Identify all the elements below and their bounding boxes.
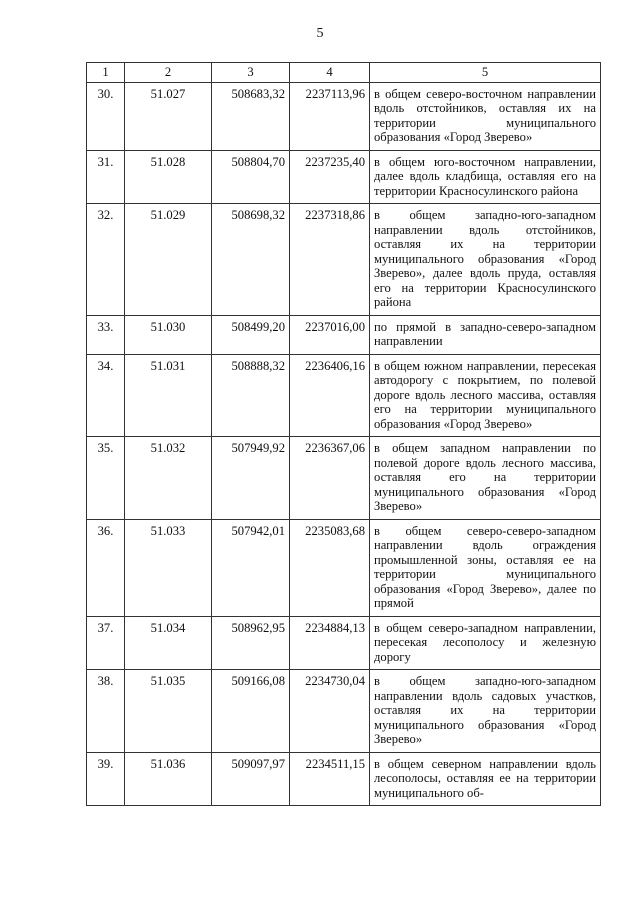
coordinate-x: 508499,20 <box>212 315 290 354</box>
table-row <box>87 437 601 520</box>
table-row <box>87 82 601 150</box>
boundary-description: в общем западно-юго-западном направлении вдоль отстойников, оставляя их на территории муниципального образования «Город Зверево», далее вдоль пруда, оставляя его на территории Красносулинского района <box>370 204 601 316</box>
coordinate-y: 2237235,40 <box>290 150 370 204</box>
coordinate-x: 508683,32 <box>212 82 290 150</box>
row-number: 38. <box>87 670 125 753</box>
table-row <box>87 354 601 437</box>
table-row <box>87 204 601 316</box>
point-code: 51.034 <box>125 616 212 670</box>
point-code: 51.035 <box>125 670 212 753</box>
boundary-description: в общем западном направлении по полевой дороге вдоль лесного массива, оставляя его на территории муниципального образования «Город Зверево» <box>370 437 601 520</box>
coordinate-x: 508962,95 <box>212 616 290 670</box>
row-number: 35. <box>87 437 125 520</box>
point-code: 51.028 <box>125 150 212 204</box>
table-body <box>87 82 601 806</box>
boundary-description: в общем южном направлении, пересекая автодорогу с покрытием, по полевой дороге вдоль лесного массива, оставляя его на территории муниципального образования «Город Зверево» <box>370 354 601 437</box>
boundary-points-table <box>86 62 601 806</box>
header-col-4: 4 <box>290 63 370 83</box>
row-number: 37. <box>87 616 125 670</box>
boundary-description: в общем северо-северо-западном направлении вдоль ограждения промышленной зоны, оставляя ее на территории муниципального образования «Город Зверево», далее по прямой <box>370 519 601 616</box>
boundary-description: в общем северо-восточном направлении вдоль отстойников, оставляя их на территории муниципального образования «Город Зверево» <box>370 82 601 150</box>
coordinate-x: 508804,70 <box>212 150 290 204</box>
coordinate-x: 507942,01 <box>212 519 290 616</box>
coordinate-x: 508888,32 <box>212 354 290 437</box>
table-row <box>87 752 601 806</box>
coordinate-y: 2234730,04 <box>290 670 370 753</box>
row-number: 34. <box>87 354 125 437</box>
point-code: 51.031 <box>125 354 212 437</box>
table-row <box>87 150 601 204</box>
coordinate-x: 507949,92 <box>212 437 290 520</box>
row-number: 31. <box>87 150 125 204</box>
coordinate-y: 2234511,15 <box>290 752 370 806</box>
row-number: 36. <box>87 519 125 616</box>
table-header-row <box>87 63 601 83</box>
row-number: 32. <box>87 204 125 316</box>
coordinate-x: 509166,08 <box>212 670 290 753</box>
point-code: 51.030 <box>125 315 212 354</box>
point-code: 51.029 <box>125 204 212 316</box>
header-col-2: 2 <box>125 63 212 83</box>
row-number: 39. <box>87 752 125 806</box>
page-number: 5 <box>316 26 324 41</box>
coordinate-y: 2234884,13 <box>290 616 370 670</box>
header-col-5: 5 <box>370 63 601 83</box>
table-row <box>87 315 601 354</box>
coordinate-y: 2237016,00 <box>290 315 370 354</box>
coordinate-y: 2236406,16 <box>290 354 370 437</box>
boundary-description: в общем юго-восточном направлении, далее вдоль кладбища, оставляя его на территории Красносулинского района <box>370 150 601 204</box>
table-row <box>87 616 601 670</box>
boundary-description: в общем северо-западном направлении, пересекая лесополосу и железную дорогу <box>370 616 601 670</box>
header-col-3: 3 <box>212 63 290 83</box>
header-col-1: 1 <box>87 63 125 83</box>
boundary-description: в общем западно-юго-западном направлении вдоль садовых участков, оставляя их на территории муниципального образования «Город Зверево» <box>370 670 601 753</box>
table-row <box>87 519 601 616</box>
coordinate-y: 2235083,68 <box>290 519 370 616</box>
boundary-description: в общем северном направлении вдоль лесополосы, оставляя ее на территории муниципального об- <box>370 752 601 806</box>
boundary-description: по прямой в западно-северо-западном направлении <box>370 315 601 354</box>
coordinate-x: 508698,32 <box>212 204 290 316</box>
row-number: 33. <box>87 315 125 354</box>
coordinate-y: 2236367,06 <box>290 437 370 520</box>
row-number: 30. <box>87 82 125 150</box>
coordinate-y: 2237318,86 <box>290 204 370 316</box>
table-row <box>87 670 601 753</box>
point-code: 51.033 <box>125 519 212 616</box>
coordinate-y: 2237113,96 <box>290 82 370 150</box>
point-code: 51.032 <box>125 437 212 520</box>
coordinate-x: 509097,97 <box>212 752 290 806</box>
point-code: 51.027 <box>125 82 212 150</box>
point-code: 51.036 <box>125 752 212 806</box>
